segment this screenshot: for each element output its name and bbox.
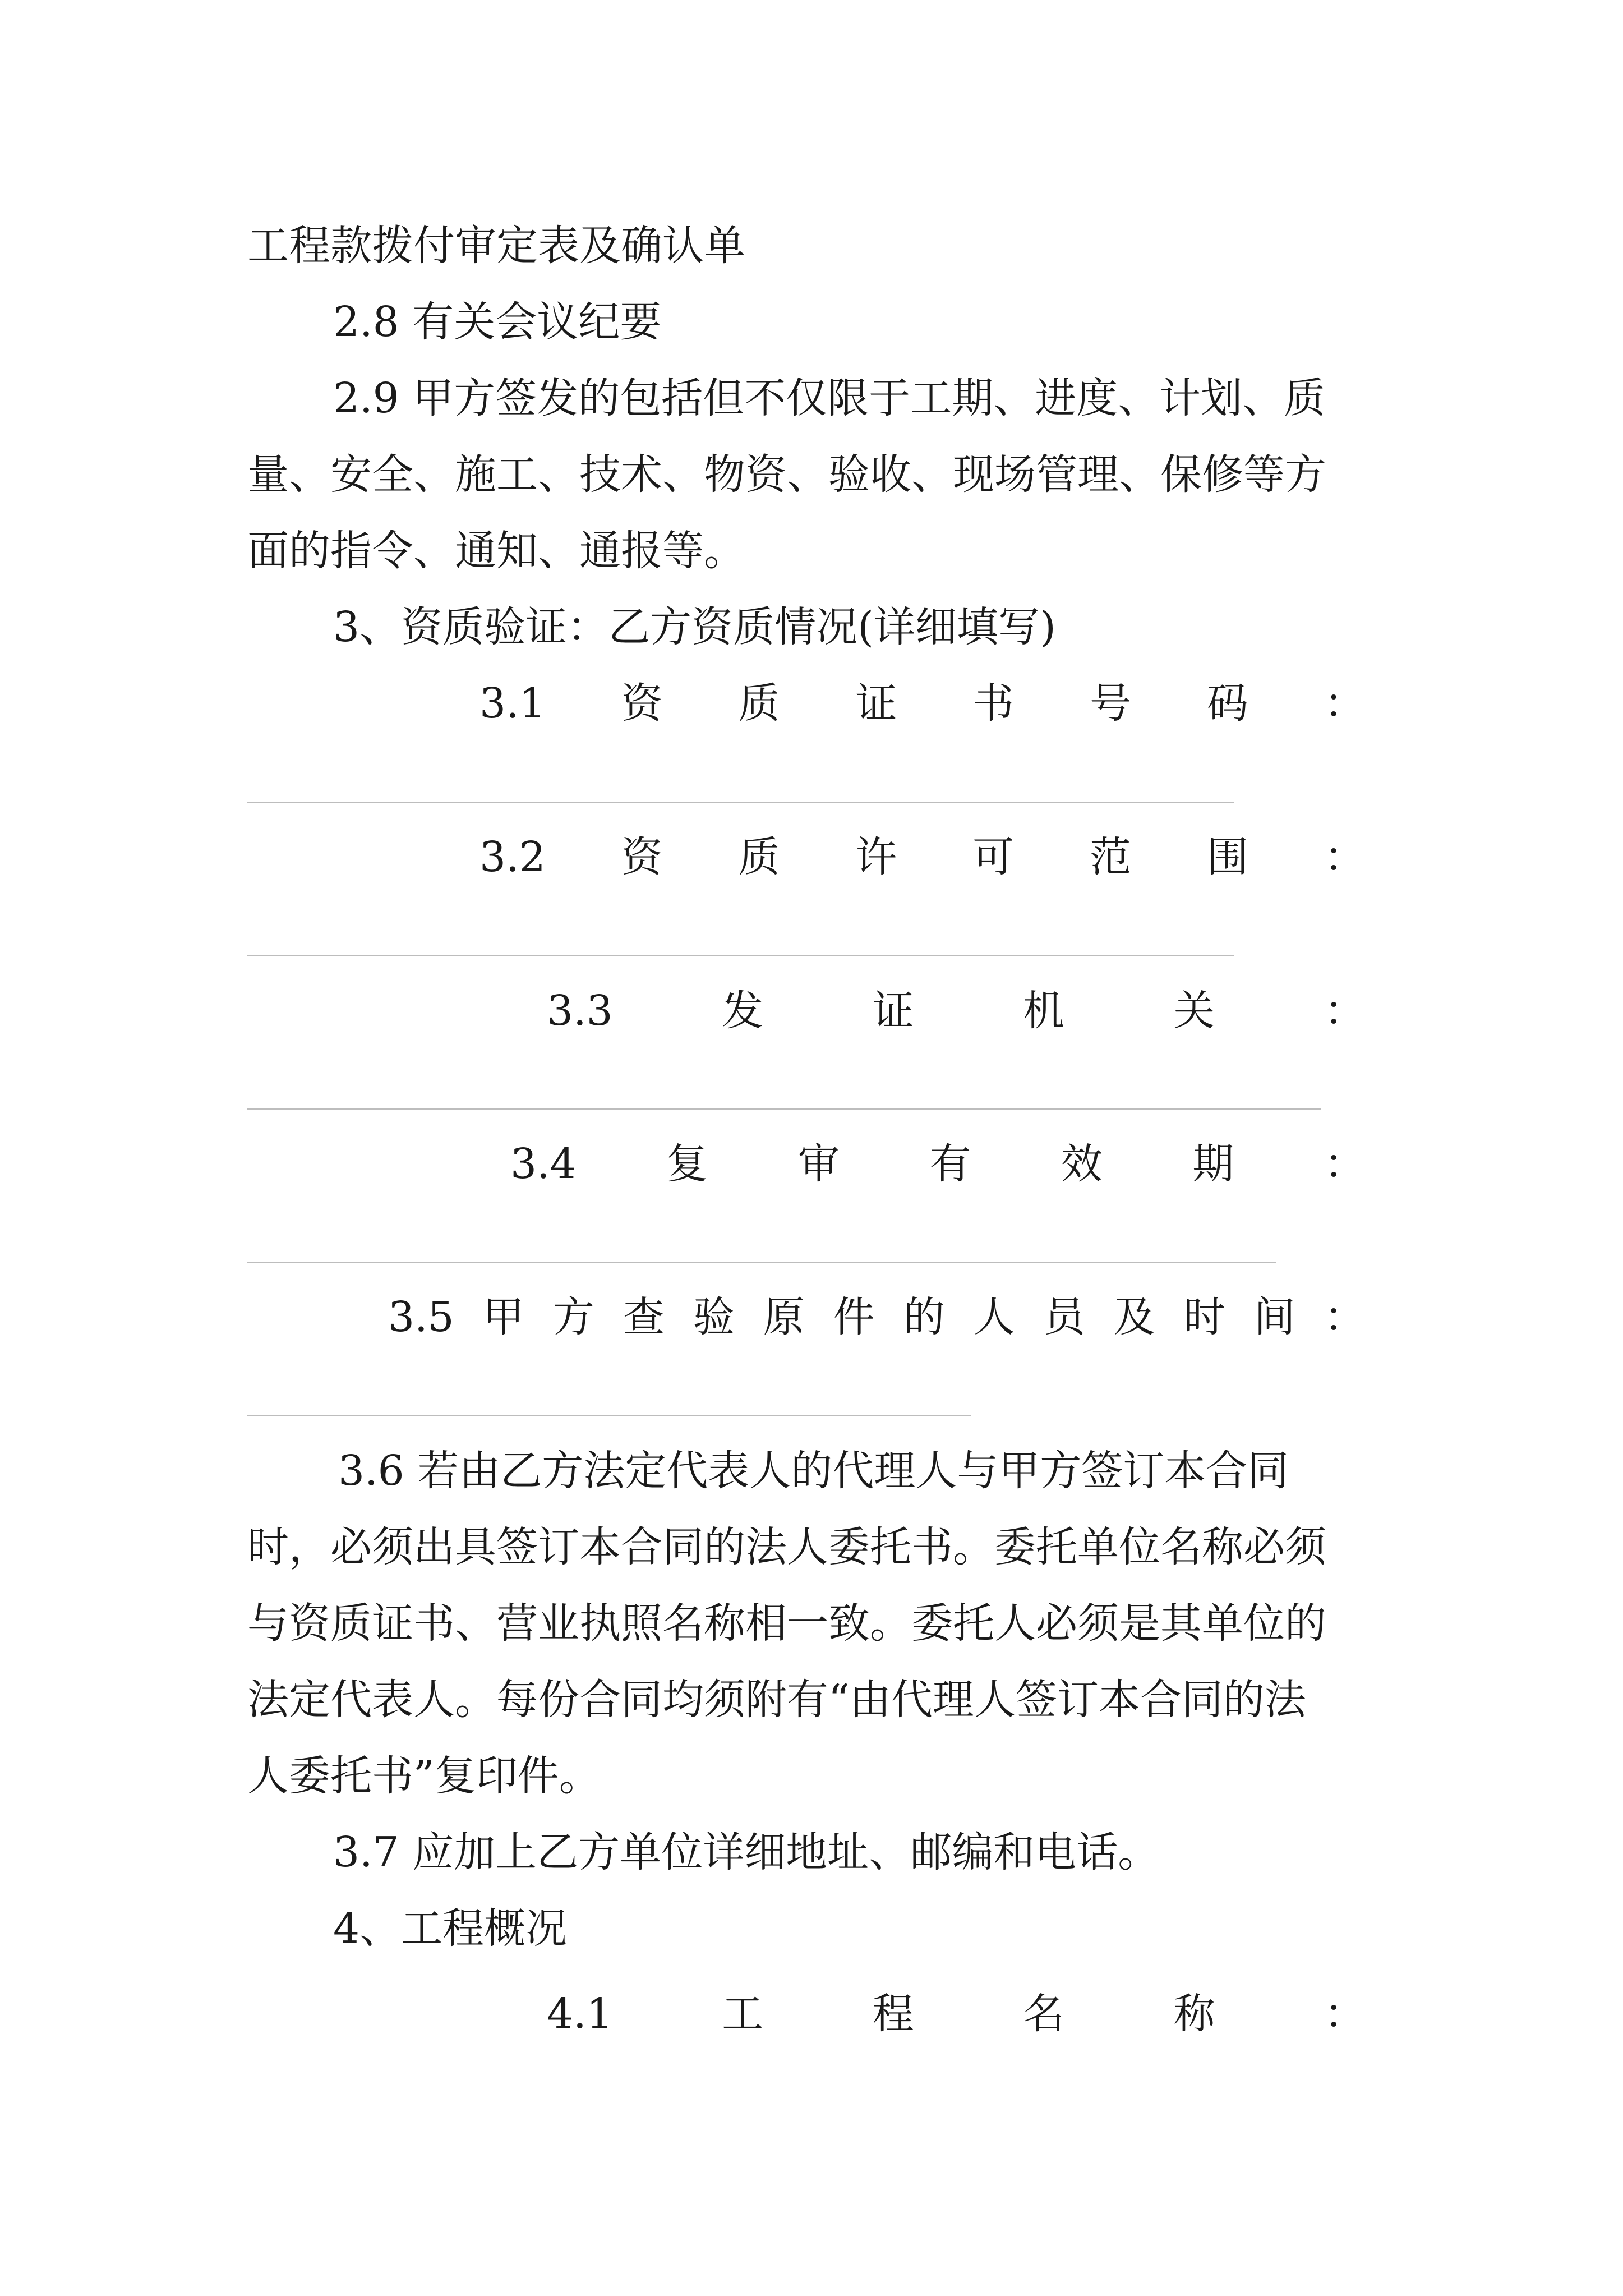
label-char: 机 [1023,987,1065,1035]
label-char: 范 [1090,833,1132,881]
field-label-cert-number [479,675,1366,731]
label-char: 有 [929,1140,971,1188]
label-char: 原 [763,1293,805,1341]
field-label-review-validity [510,1136,1366,1192]
text-line: 时，必须出具签订本合同的法人委托书。委托单位名称必须 [247,1523,1326,1571]
fill-in-line [247,955,1234,956]
label-char: 许 [855,833,897,881]
field-label-inspection-person-time [388,1289,1366,1345]
label-char: ： [1324,987,1366,1035]
text-line: 人委托书”复印件。 [247,1752,601,1800]
clause-2-9: 2.9 甲方签发的包括但不仅限于工期、进度、计划、质 [333,374,1326,422]
label-char: 资 [621,833,663,881]
label-char: 3.1 [479,679,546,728]
label-char: 3.3 [547,987,613,1035]
text-line: 工程款拨付审定表及确认单 [247,222,745,270]
label-char: 人 [973,1293,1015,1341]
label-char: ： [1324,1990,1366,2038]
clause-2-8: 2.8 有关会议纪要 [333,298,662,346]
label-char: 员 [1043,1293,1085,1341]
fill-in-line [247,802,1234,803]
label-char: 工 [722,1990,764,2038]
field-label-qualification-scope [479,829,1366,885]
label-char: 码 [1207,679,1249,728]
label-char: 验 [693,1293,735,1341]
label-char: 围 [1207,833,1249,881]
text-line: 法定代表人。每份合同均须附有“由代理人签订本合同的法 [247,1676,1306,1724]
fill-in-line [247,1415,971,1416]
label-char: 及 [1113,1293,1155,1341]
label-char: 程 [872,1990,914,2038]
label-char: 发 [722,987,764,1035]
label-char: 甲 [482,1293,524,1341]
fill-in-line [247,1262,1276,1263]
label-char: 件 [833,1293,875,1341]
label-char: 资 [621,679,663,728]
text-line: 量、安全、施工、技术、物资、验收、现场管理、保修等方 [247,450,1326,499]
label-char: 4.1 [547,1990,613,2038]
label-char: 可 [972,833,1015,881]
label-char: 的 [903,1293,945,1341]
label-char: 3.4 [510,1140,577,1188]
field-label-issuing-authority [547,983,1366,1039]
text-line: 面的指令、通知、通报等。 [247,527,745,575]
label-char: 时 [1183,1293,1225,1341]
label-char: 复 [666,1140,708,1188]
label-char: 间 [1253,1293,1295,1341]
label-char: 质 [738,679,780,728]
clause-3-6: 3.6 若由乙方法定代表人的代理人与甲方签订本合同 [338,1447,1289,1495]
section-3-heading: 3、资质验证：乙方资质情况(详细填写) [333,603,1056,651]
label-char: 审 [797,1140,840,1188]
label-char: 名 [1023,1990,1065,2038]
label-char: ： [1324,679,1366,728]
label-char: 书 [972,679,1015,728]
label-char: 查 [623,1293,665,1341]
label-char: ： [1324,1293,1366,1341]
label-char: ： [1324,833,1366,881]
label-char: 证 [855,679,897,728]
label-char: 号 [1090,679,1132,728]
label-char: 质 [738,833,780,881]
label-char: 3.5 [388,1293,454,1341]
section-4-heading: 4、工程概况 [333,1904,568,1953]
fill-in-line [247,1108,1321,1110]
label-char: ： [1324,1140,1366,1188]
clause-3-7: 3.7 应加上乙方单位详细地址、邮编和电话。 [333,1828,1160,1876]
label-char: 关 [1173,987,1215,1035]
text-line: 与资质证书、营业执照名称相一致。委托人必须是其单位的 [247,1599,1326,1648]
label-char: 期 [1192,1140,1234,1188]
label-char: 证 [872,987,914,1035]
label-char: 效 [1061,1140,1103,1188]
label-char: 方 [552,1293,594,1341]
label-char: 3.2 [479,833,546,881]
label-char: 称 [1173,1990,1215,2038]
field-label-project-name [547,1986,1366,2042]
